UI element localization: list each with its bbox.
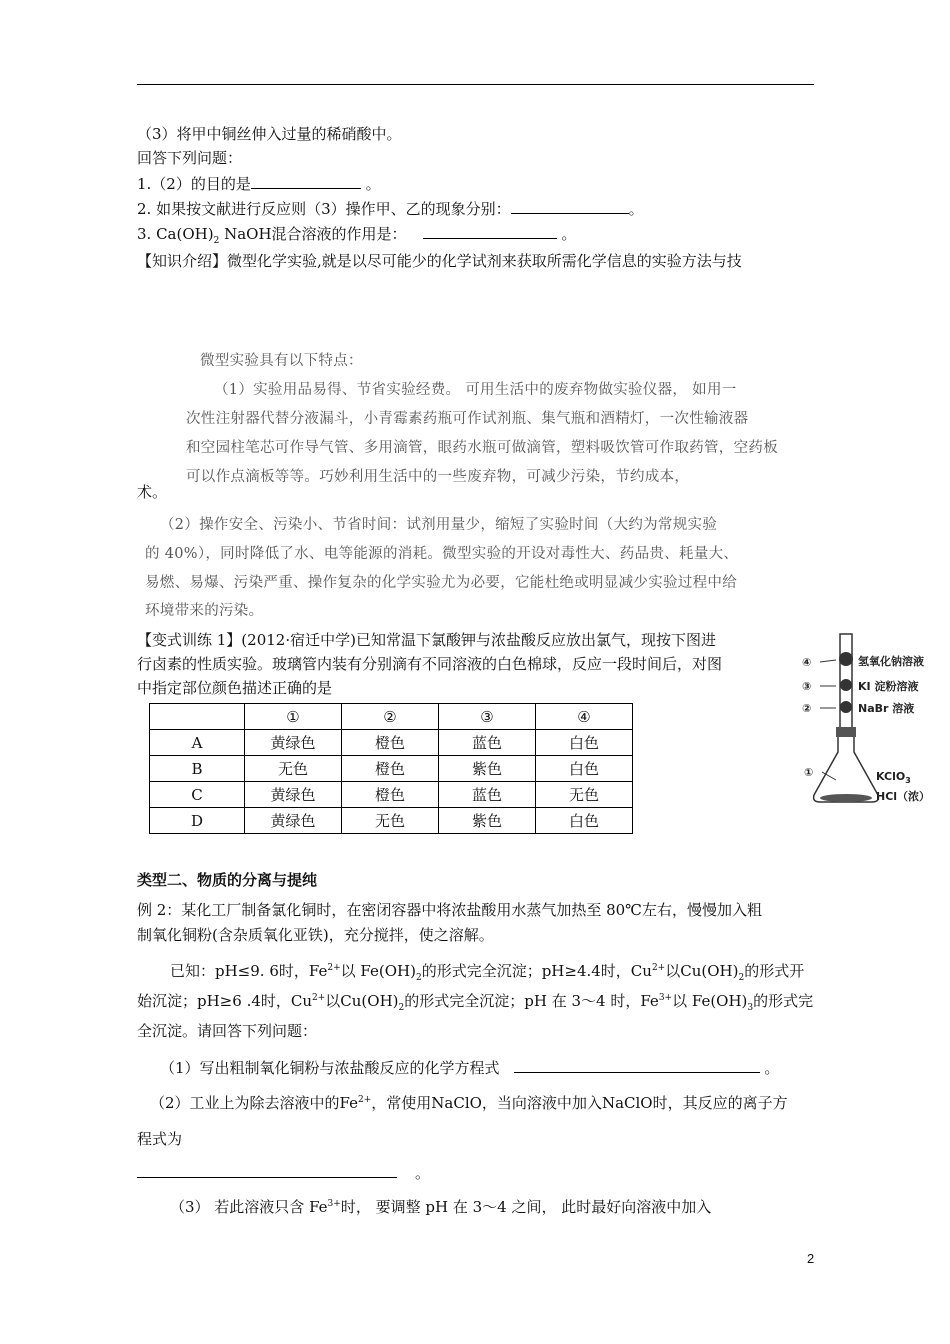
label-hcl: HCl（浓） <box>876 790 931 803</box>
table-row <box>150 756 633 782</box>
question-3 <box>137 224 576 244</box>
table-cell: ③ <box>439 704 536 730</box>
scan-line-3: 和空园柱笔芯可作导气管、多用滴管，眼药水瓶可做滴管，塑料吸饮管可作取药管，空药板 <box>186 440 778 456</box>
table-cell: C <box>150 782 245 808</box>
table-cell: 无色 <box>245 756 342 782</box>
known-line-3: 全沉淀。请回答下列问题： <box>137 1022 318 1040</box>
table-cell: 橙色 <box>342 756 439 782</box>
scan-features-title: 微型实验具有以下特点： <box>200 353 363 369</box>
table-cell: 橙色 <box>342 782 439 808</box>
variant-line-1: 【变式训练 1】(2012·宿迁中学)已知常温下氯酸钾与浓盐酸反应放出氯气，现按下图进 <box>137 631 716 649</box>
apparatus-diagram <box>800 632 950 817</box>
part-2-answer: 。 <box>137 1163 430 1183</box>
scan-line-7: 易燃、易爆、污染严重、操作复杂的化学实验尤为必要，它能杜绝或明显减少实验过程中给 <box>145 575 737 591</box>
question-3-blank[interactable] <box>423 224 557 239</box>
marker-1: ① <box>804 766 814 779</box>
table-row <box>150 730 633 756</box>
label-naoh: 氢氧化钠溶液 <box>858 655 924 668</box>
step-3-text: （3）将甲中铜丝伸入过量的稀硝酸中。 <box>137 125 402 143</box>
question-2 <box>137 199 644 219</box>
question-2-end: 。 <box>628 200 644 218</box>
table-cell: 黄绿色 <box>245 782 342 808</box>
pointer-4 <box>820 660 836 662</box>
question-1-end: 。 <box>360 175 381 193</box>
options-table <box>149 703 633 834</box>
label-ki: KI 淀粉溶液 <box>858 680 919 693</box>
known-line-1: 已知：pH≤9. 6时，$Fe^{2+}$以 $Fe(OH)_2$的形式完全沉淀；pH≥4.4时，$Cu^{2+}$以$Cu(OH)_2$的形式开 <box>170 962 805 983</box>
example-2-line-1: 例 2：某化工厂制备氯化铜时，在密闭容器中将浓盐酸用水蒸气加热至 80℃左右，慢慢加入粗 <box>137 901 762 919</box>
table-cell: 紫色 <box>439 808 536 834</box>
question-2-text: 2. 如果按文献进行反应则（3）操作甲、乙的现象分别： <box>137 200 511 218</box>
part-1-blank[interactable] <box>514 1058 760 1073</box>
question-3-text-b: NaOH混合溶液的作用是： <box>219 225 407 243</box>
part-2-blank[interactable] <box>137 1163 397 1178</box>
cotton-ball-4 <box>839 652 853 666</box>
table-cell: D <box>150 808 245 834</box>
table-cell: 蓝色 <box>439 782 536 808</box>
table-header-row <box>150 704 633 730</box>
question-3-sub: 2 <box>213 236 220 246</box>
question-3-text-a: 3. Ca(OH) <box>137 225 214 243</box>
question-1 <box>137 174 381 194</box>
scan-line-5: （2）操作安全、污染小、节省时间：试剂用量少，缩短了实验时间（大约为常规实验 <box>160 517 718 533</box>
table-cell: 无色 <box>342 808 439 834</box>
example-2-line-2: 制氧化铜粉(含杂质氧化亚铁)，充分搅拌，使之溶解。 <box>137 926 494 944</box>
flask <box>814 737 879 802</box>
label-kclo3: KClO$_3$ <box>876 770 911 785</box>
table-cell: ① <box>245 704 342 730</box>
table-cell: ② <box>342 704 439 730</box>
scan-line-1: （1）实验用品易得、节省实验经费。 可用生活中的废弃物做实验仪器， 如用一 <box>214 382 737 398</box>
table-cell: 无色 <box>536 782 633 808</box>
table-cell: 紫色 <box>439 756 536 782</box>
table-cell <box>150 704 245 730</box>
part-1: （1）写出粗制氧化铜粉与浓盐酸反应的化学方程式 。 <box>160 1059 780 1077</box>
part-2: （2）工业上为除去溶液中的$Fe^{2+}$，常使用NaClO，当向溶液中加入NaClO时，其反应的离子方 <box>150 1094 788 1112</box>
table-cell: 黄绿色 <box>245 808 342 834</box>
table-cell: 白色 <box>536 808 633 834</box>
question-1-blank[interactable] <box>251 174 361 189</box>
table-cell: ④ <box>536 704 633 730</box>
scan-line-4: 可以作点滴板等等。巧妙利用生活中的一些废弃物，可减少污染，节约成本， <box>186 469 690 485</box>
table-row <box>150 808 633 834</box>
cotton-ball-2 <box>840 701 852 713</box>
table-cell: 黄绿色 <box>245 730 342 756</box>
part-2-cont: 程式为 <box>137 1130 183 1148</box>
table-cell: 白色 <box>536 730 633 756</box>
page-number: 2 <box>807 1251 815 1266</box>
table-cell: 白色 <box>536 756 633 782</box>
flask-contents <box>820 794 872 802</box>
knowledge-intro-end: 术。 <box>137 483 168 501</box>
marker-2: ② <box>802 702 812 715</box>
variant-line-3: 中指定部位颜色描述正确的是 <box>137 679 333 697</box>
variant-line-2: 行卤素的性质实验。玻璃管内装有分别滴有不同溶液的白色棉球，反应一段时间后，对图 <box>137 655 723 673</box>
table-cell: A <box>150 730 245 756</box>
question-1-text: 1.（2）的目的是 <box>137 175 251 193</box>
table-cell: 蓝色 <box>439 730 536 756</box>
stopper <box>836 727 856 737</box>
answer-prompt: 回答下列问题： <box>137 149 243 167</box>
header-rule <box>137 84 814 85</box>
question-3-end: 。 <box>556 225 577 243</box>
table-row <box>150 782 633 808</box>
knowledge-intro: 【知识介绍】微型化学实验,就是以尽可能少的化学试剂来获取所需化学信息的实验方法与技 <box>137 252 742 270</box>
part-3: （3） 若此溶液只含 $Fe^{3+}$时， 要调整 pH 在 3～4 之间， 此时最好向溶液中加入 <box>170 1198 712 1216</box>
scan-line-8: 环境带来的污染。 <box>145 603 264 619</box>
cotton-ball-3 <box>840 679 852 691</box>
label-nabr: NaBr 溶液 <box>858 702 915 715</box>
table-cell: 橙色 <box>342 730 439 756</box>
marker-4: ④ <box>802 656 812 669</box>
scan-line-6: 的 40%），同时降低了水、电等能源的消耗。微型实验的开设对毒性大、药品贵、耗量大、 <box>145 546 739 562</box>
scan-line-2: 次性注射器代替分液漏斗，小青霉素药瓶可作试剂瓶、集气瓶和酒精灯，一次性输液器 <box>186 411 749 427</box>
marker-3: ③ <box>802 680 812 693</box>
question-2-blank[interactable] <box>511 199 629 214</box>
table-cell: B <box>150 756 245 782</box>
known-line-2: 始沉淀；pH≥6 .4时，$Cu^{2+}$以$Cu(OH)_2$的形式完全沉淀；pH 在 3～4 时，$Fe^{3+}$以 $Fe(OH)_3$的形式完 <box>137 992 814 1013</box>
section-heading: 类型二、物质的分离与提纯 <box>137 871 318 889</box>
